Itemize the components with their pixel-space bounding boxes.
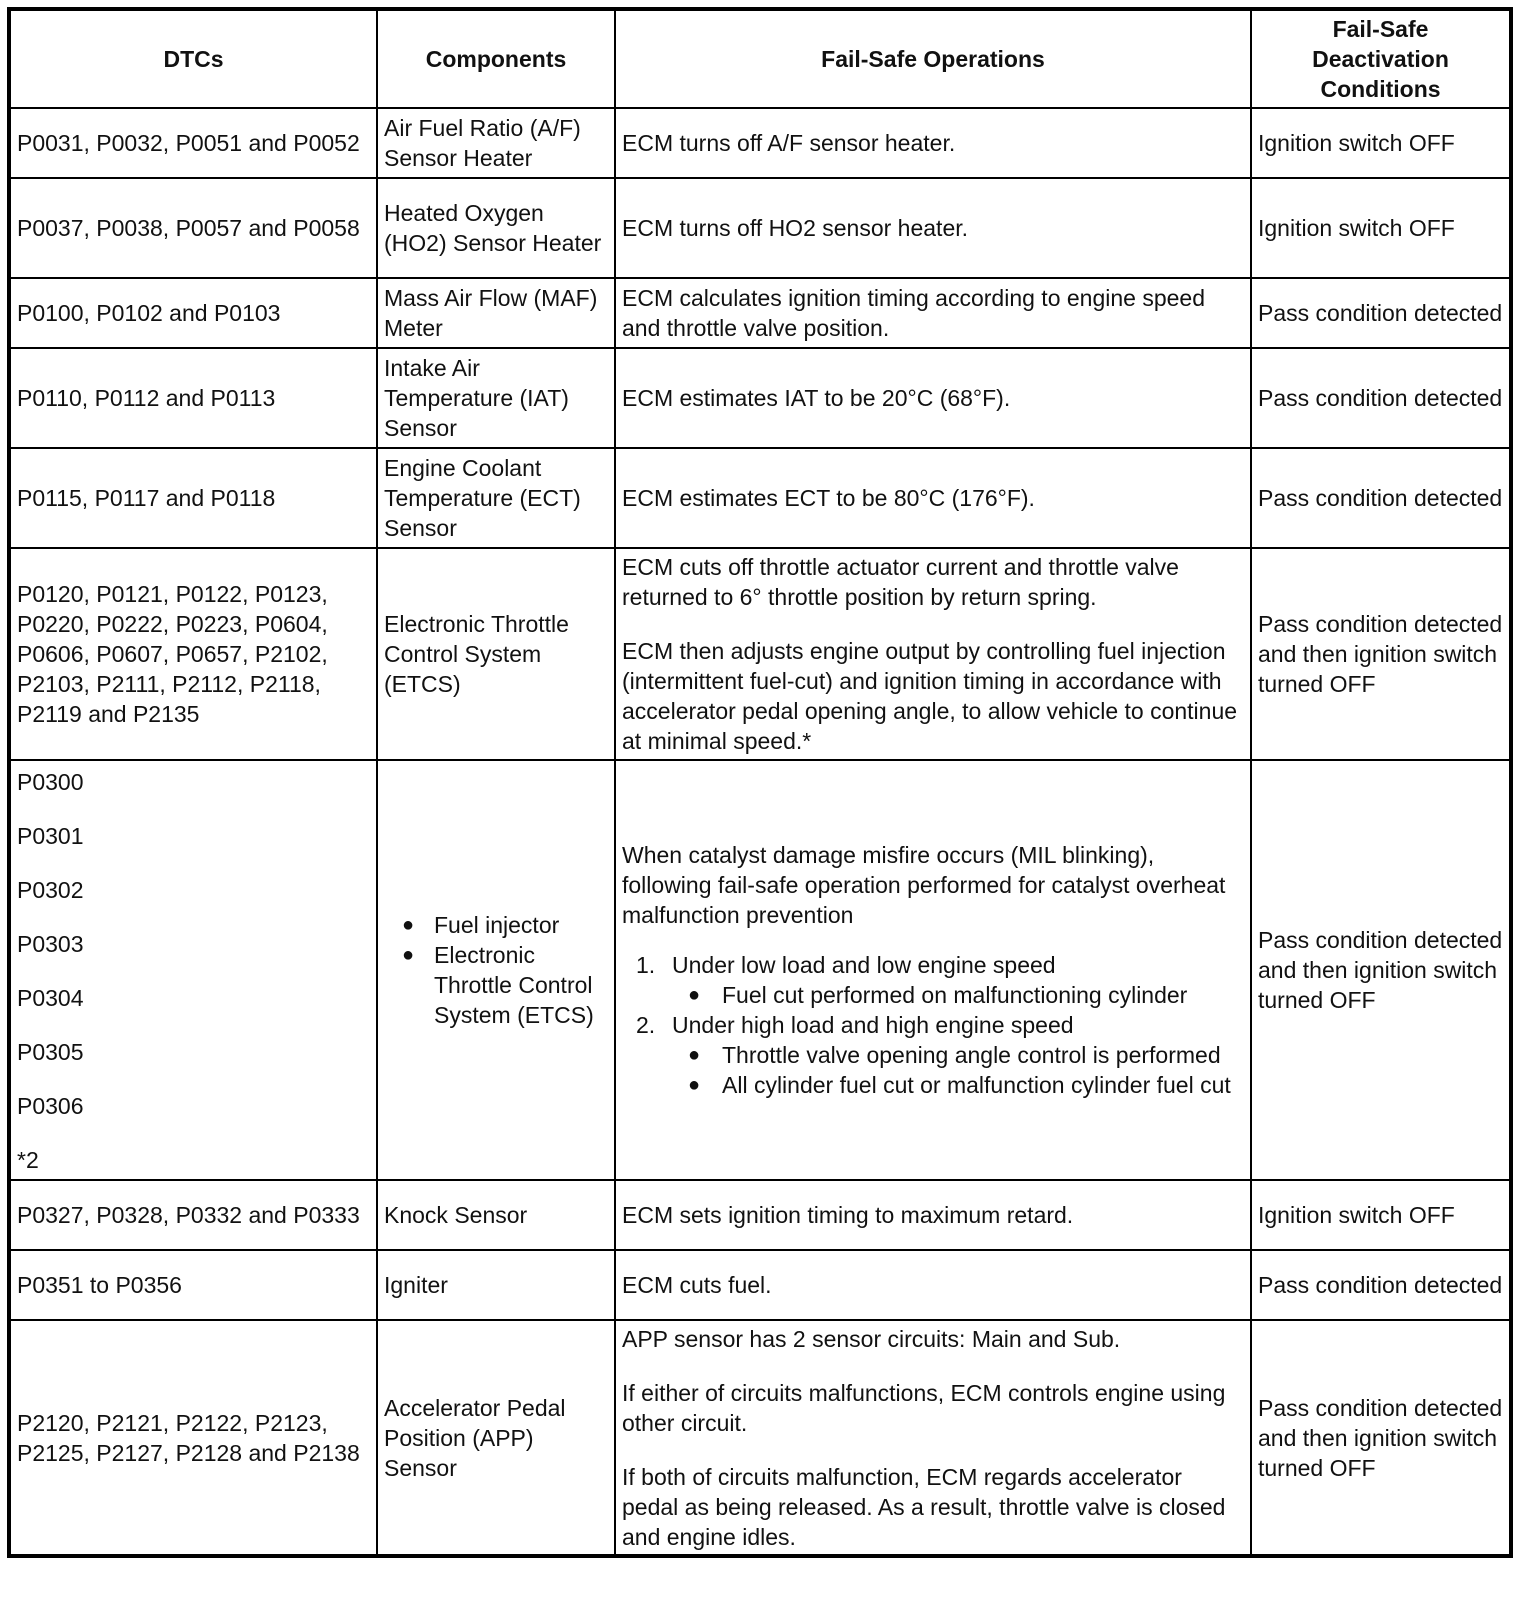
operation-text: If either of circuits malfunctions, ECM controls engine using other circuit. [622,1379,1226,1436]
operation-cell [615,1250,1251,1320]
header-row [9,9,1511,108]
dtc-code: P0300 [17,769,84,795]
operation-text: ECM cuts off throttle actuator current and throttle valve returned to 6° throttle position by return spring. [622,554,1179,610]
deactivation-cell: Pass condition detected [1251,1250,1511,1320]
component-cell: Electronic Throttle Control System (ETCS) [377,548,615,760]
component-cell: Knock Sensor [377,1180,615,1250]
header-dtcs: DTCs [9,9,377,108]
list-item: ● All cylinder fuel cut or malfunction cylinder fuel cut [672,1070,1244,1100]
component-cell [377,760,615,1180]
operation-steps [622,950,1244,1100]
dtc-cell: P2120, P2121, P2122, P2123, P2125, P2127, P2128 and P2138 [9,1320,377,1556]
dtc-code: P0306 [17,1093,84,1119]
header-components: Components [377,9,615,108]
table-row [9,108,1511,178]
operation-cell [615,348,1251,448]
table-row [9,278,1511,348]
operation-cell [615,178,1251,278]
operation-text: ECM calculates ignition timing according to engine speed and throttle valve position. [622,285,1205,341]
operation-cell [615,1320,1251,1556]
component-cell: Air Fuel Ratio (A/F) Sensor Heater [377,108,615,178]
deactivation-cell: Pass condition detected [1251,448,1511,548]
operation-cell [615,108,1251,178]
operation-text: ECM turns off A/F sensor heater. [622,130,956,156]
dtc-code: P0305 [17,1039,84,1065]
component-cell: Intake Air Temperature (IAT) Sensor [377,348,615,448]
operation-cell [615,278,1251,348]
fail-safe-table [7,7,1513,1558]
deactivation-cell: Pass condition detected and then ignition switch turned OFF [1251,548,1511,760]
dtc-code: P0302 [17,877,84,903]
operation-text: ECM estimates IAT to be 20°C (68°F). [622,385,1011,411]
dtc-code: P0303 [17,931,84,957]
dtc-footnote: *2 [17,1147,39,1173]
list-item [622,1010,1244,1100]
operation-text: ECM turns off HO2 sensor heater. [622,215,969,241]
header-deactivation-line: Deactivation [1312,46,1449,72]
component-cell: Mass Air Flow (MAF) Meter [377,278,615,348]
deactivation-cell: Ignition switch OFF [1251,178,1511,278]
fail-safe-table-container [7,7,1509,1558]
list-item: ● Electronic Throttle Control System (ETCS) [384,940,608,1030]
component-list [384,910,608,1030]
list-item: ● Throttle valve opening angle control is performed [672,1040,1244,1070]
dtc-cell: P0110, P0112 and P0113 [9,348,377,448]
operation-text: If both of circuits malfunction, ECM regards accelerator pedal as being released. As a result, throttle valve is closed and engine idles. [622,1463,1226,1550]
table-row [9,178,1511,278]
table-row [9,548,1511,760]
table-row [9,1180,1511,1250]
dtc-cell: P0031, P0032, P0051 and P0052 [9,108,377,178]
dtc-code: P0301 [17,823,84,849]
operation-text: When catalyst damage misfire occurs (MIL blinking), following fail-safe operation performed for catalyst overheat malfunction prevention [622,842,1226,928]
header-deactivation [1251,9,1511,108]
table-row-misfire [9,760,1511,1180]
deactivation-cell: Pass condition detected [1251,278,1511,348]
operation-cell [615,760,1251,1180]
header-deactivation-line: Conditions [1320,76,1441,102]
step-number: 1. [636,952,656,978]
dtc-cell: P0100, P0102 and P0103 [9,278,377,348]
list-item: ● Fuel cut performed on malfunctioning cylinder [672,980,1244,1010]
table-row [9,448,1511,548]
operation-text: ECM sets ignition timing to maximum retard. [622,1202,1074,1228]
dtc-list [17,767,370,1175]
list-item [622,950,1244,1010]
dtc-cell: P0351 to P0356 [9,1250,377,1320]
component-cell: Engine Coolant Temperature (ECT) Sensor [377,448,615,548]
dtc-cell [9,760,377,1180]
operation-text: APP sensor has 2 sensor circuits: Main and Sub. [622,1325,1121,1352]
table-row [9,1250,1511,1320]
step-number: 2. [636,1012,656,1038]
deactivation-cell: Ignition switch OFF [1251,1180,1511,1250]
dtc-cell: P0327, P0328, P0332 and P0333 [9,1180,377,1250]
header-operations: Fail-Safe Operations [615,9,1251,108]
deactivation-cell: Pass condition detected [1251,348,1511,448]
deactivation-cell: Pass condition detected and then ignition switch turned OFF [1251,1320,1511,1556]
deactivation-cell: Pass condition detected and then ignition switch turned OFF [1251,760,1511,1180]
header-deactivation-line: Fail-Safe [1332,16,1429,42]
operation-cell [615,548,1251,760]
operation-cell [615,1180,1251,1250]
component-cell: Accelerator Pedal Position (APP) Sensor [377,1320,615,1556]
dtc-cell: P0037, P0038, P0057 and P0058 [9,178,377,278]
dtc-cell: P0115, P0117 and P0118 [9,448,377,548]
dtc-code: P0304 [17,985,84,1011]
operation-text: ECM then adjusts engine output by controlling fuel injection (intermittent fuel-cut) and ignition timing in accordance with accelerator pedal opening angle, to allow vehicle to continue at minimal speed.* [622,638,1238,754]
operation-text: ECM cuts fuel. [622,1272,772,1298]
step-label: Under high load and high engine speed [672,1012,1074,1038]
dtc-cell: P0120, P0121, P0122, P0123, P0220, P0222, P0223, P0604, P0606, P0607, P0657, P2102, P2103, P2111, P2112, P2118, P2119 and P2135 [9,548,377,760]
step-bullets [672,980,1244,1010]
table-row [9,1320,1511,1556]
component-cell: Igniter [377,1250,615,1320]
component-cell: Heated Oxygen (HO2) Sensor Heater [377,178,615,278]
list-item: ● Fuel injector [384,910,608,940]
table-row [9,348,1511,448]
step-label: Under low load and low engine speed [672,952,1056,978]
operation-text: ECM estimates ECT to be 80°C (176°F). [622,485,1035,511]
deactivation-cell: Ignition switch OFF [1251,108,1511,178]
step-bullets [672,1040,1244,1100]
operation-cell [615,448,1251,548]
